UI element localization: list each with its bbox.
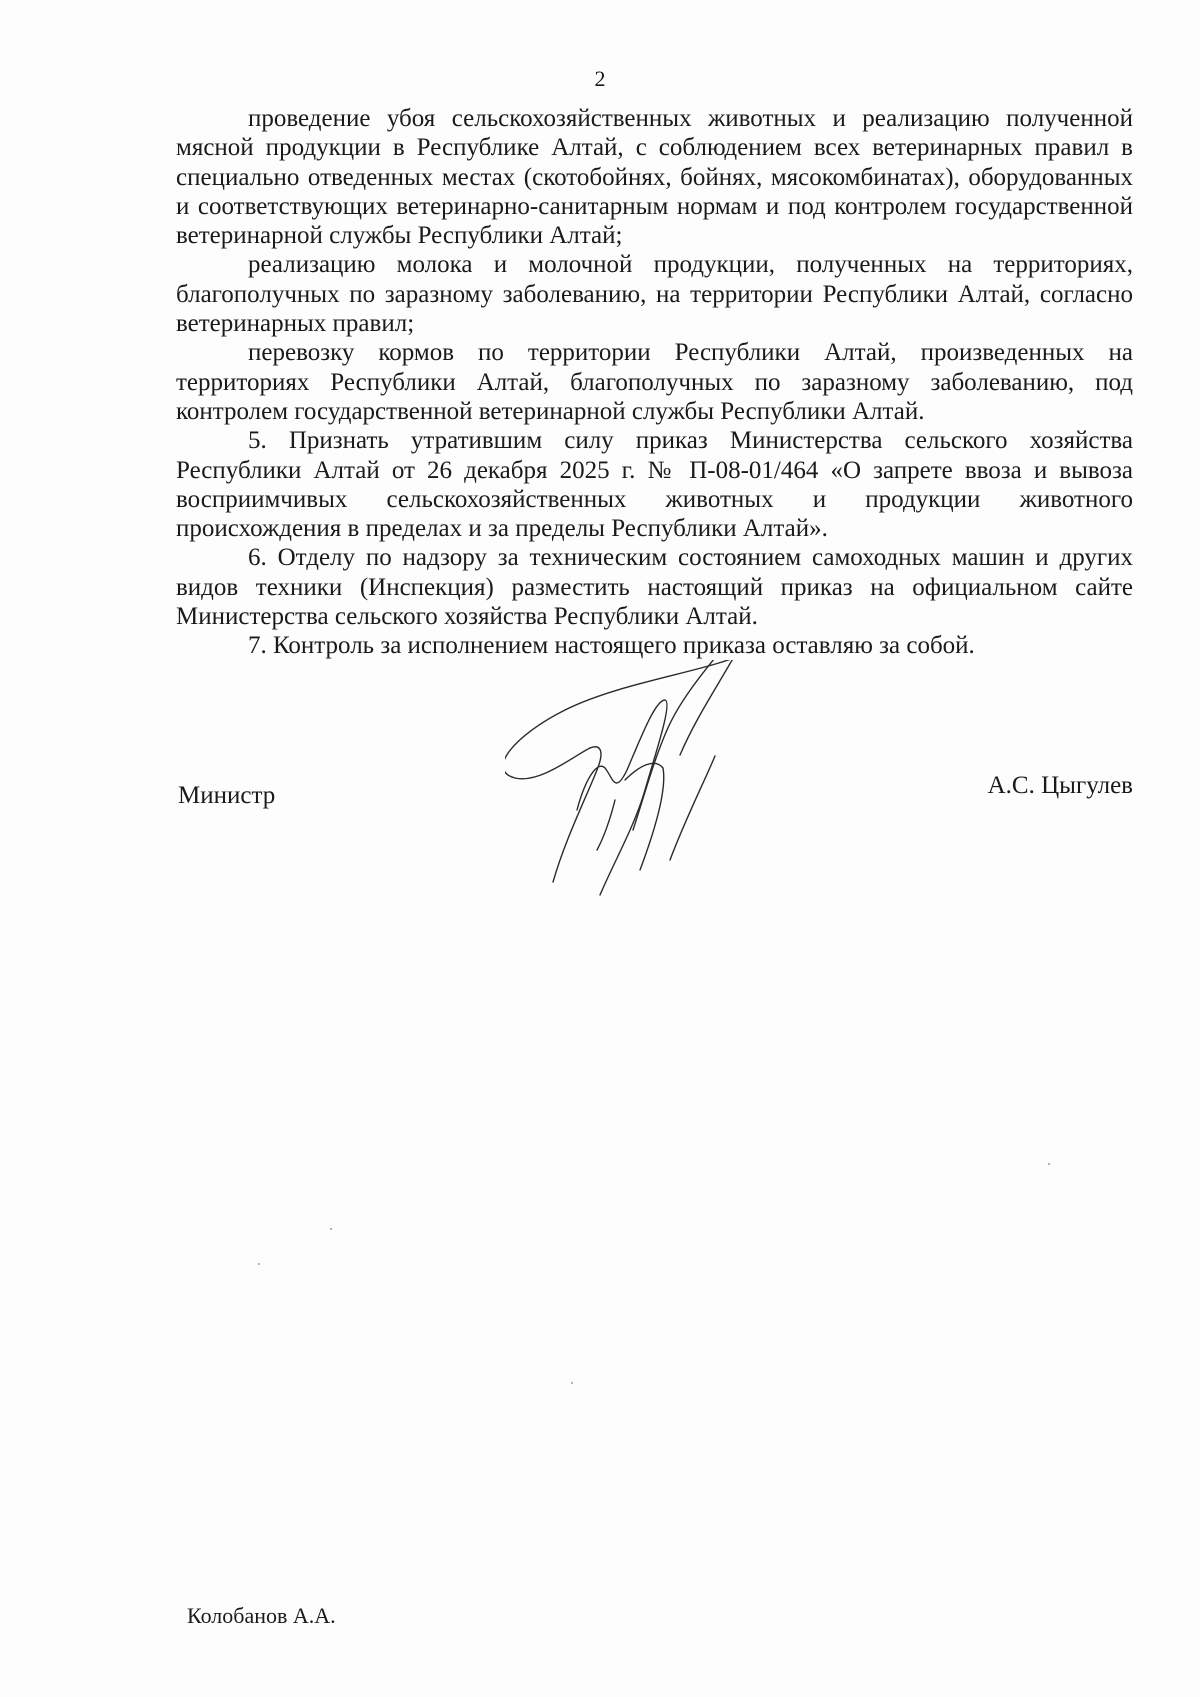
signer-name: А.С. Цыгулев xyxy=(987,772,1133,799)
paragraph-item-6: 6. Отделу по надзору за техническим состоянием самоходных машин и других видов техники (Инспекция) разместить настоящий приказ на официальном сайте Министерства сельского хозяйства Республики Алтай. xyxy=(176,544,1133,631)
scan-speck xyxy=(330,1228,332,1230)
scan-speck xyxy=(1048,1163,1050,1165)
paragraph-slaughter: проведение убоя сельскохозяйственных животных и реализацию полученной мясной продукции в Республике Алтай, с соблюдением всех ветеринарных правил в специально отведенных местах (скотобойнях, бойнях, мясокомбинатах), оборудованных и соответствующих ветеринарно-санитарным нормам и под контролем государственной ветеринарной службы Республики Алтай; xyxy=(176,105,1133,250)
signer-position: Министр xyxy=(178,782,276,809)
paragraph-feed-transport: перевозку кормов по территории Республики Алтай, произведенных на территориях Республики Алтай, благополучных по заразному заболеванию, под контролем государственной ветеринарной службы Республики Алтай. xyxy=(176,339,1133,425)
document-body xyxy=(176,104,1133,661)
paragraph-item-5: 5. Признать утратившим силу приказ Министерства сельского хозяйства Республики Алтай от 26 декабря 2025 г. № П-08-01/464 «О запрете ввоза и вывоза восприимчивых сельскохозяйственных животных и продукции животного происхождения в пределах и за пределы Республики Алтай». xyxy=(176,427,1133,543)
paragraph-milk-sale: реализацию молока и молочной продукции, полученных на территориях, благополучных по заразному заболеванию, на территории Республики Алтай, согласно ветеринарных правил; xyxy=(176,251,1133,338)
page-number: 2 xyxy=(594,66,606,91)
handwritten-signature xyxy=(505,660,830,940)
executor-name: Колобанов А.А. xyxy=(187,1603,336,1628)
scan-speck xyxy=(258,1263,260,1265)
scan-speck xyxy=(571,1382,573,1384)
paragraph-item-7: 7. Контроль за исполнением настоящего приказа оставляю за собой. xyxy=(248,632,975,660)
